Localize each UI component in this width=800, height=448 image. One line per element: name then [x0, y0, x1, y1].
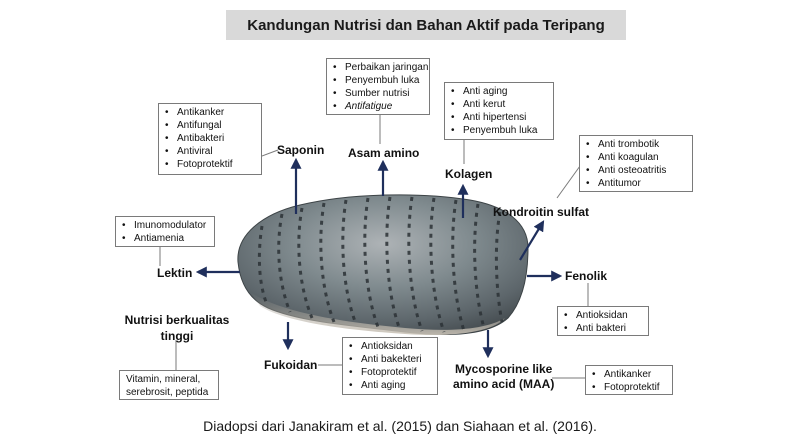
- kondroitin-label: Kondroitin sulfat: [493, 205, 589, 219]
- fenolik-box: [557, 306, 649, 336]
- kolagen-item: • Penyembuh luka: [463, 124, 549, 137]
- asam-amino-label: Asam amino: [348, 146, 420, 160]
- nutrisi-label-line1: Nutrisi berkualitas: [124, 313, 230, 327]
- lektin-box: [115, 216, 215, 247]
- fukoidan-item: • Fotoprotektif: [361, 366, 433, 379]
- saponin-item: • Antibakteri: [177, 132, 257, 145]
- fukoidan-item: • Anti bakekteri: [361, 353, 433, 366]
- fukoidan-item: • Anti aging: [361, 379, 433, 392]
- fenolik-label: Fenolik: [565, 269, 608, 283]
- maa-item: • Fotoprotektif: [604, 381, 668, 394]
- lektin-label: Lektin: [157, 266, 193, 280]
- fukoidan-box: [342, 337, 438, 395]
- source-caption: Diadopsi dari Janakiram et al. (2015) dan Siahaan et al. (2016).: [203, 418, 597, 434]
- fukoidan-label: Fukoidan: [264, 358, 318, 372]
- maa-box: [585, 365, 673, 395]
- asam-amino-item: • Perbaikan jaringan: [345, 61, 425, 74]
- kolagen-item: • Anti aging: [463, 85, 549, 98]
- sea-cucumber-illustration: [238, 195, 528, 335]
- kondroitin-box: [579, 135, 693, 192]
- kondroitin-item: • Anti koagulan: [598, 151, 688, 164]
- fukoidan-item: • Antioksidan: [361, 340, 433, 353]
- nutrisi-label-line2: tinggi: [160, 329, 194, 343]
- fenolik-item: • Anti bakteri: [576, 322, 644, 335]
- kondroitin-item: • Anti trombotik: [598, 138, 688, 151]
- lektin-item: • Imunomodulator: [134, 219, 210, 232]
- asam-amino-item-italic: • Antifatigue: [345, 100, 425, 113]
- kondroitin-item: • Anti osteoatritis: [598, 164, 688, 177]
- saponin-item: • Antiviral: [177, 145, 257, 158]
- asam-amino-item: • Penyembuh luka: [345, 74, 425, 87]
- saponin-item: • Antikanker: [177, 106, 257, 119]
- connector-kondroitin: [557, 166, 580, 198]
- asam-amino-item: • Sumber nutrisi: [345, 87, 425, 100]
- nutrisi-text-line2: serebrosit, peptida: [126, 387, 209, 398]
- asam-amino-box: [326, 58, 430, 115]
- saponin-box: [158, 103, 262, 175]
- maa-label: [453, 362, 554, 392]
- nutrisi-text-line1: Vitamin, mineral,: [126, 374, 201, 385]
- kondroitin-item: • Antitumor: [598, 177, 688, 190]
- saponin-item: • Antifungal: [177, 119, 257, 132]
- fenolik-item: • Antioksidan: [576, 309, 644, 322]
- kolagen-item: • Anti hipertensi: [463, 111, 549, 124]
- maa-item: • Antikanker: [604, 368, 668, 381]
- maa-label-line2: amino acid (MAA): [453, 377, 555, 391]
- kolagen-box: [444, 82, 554, 140]
- nutrisi-label: [118, 312, 236, 344]
- nutrisi-box: [119, 370, 219, 400]
- kolagen-item: • Anti kerut: [463, 98, 549, 111]
- diagram-title: Kandungan Nutrisi dan Bahan Aktif pada Teripang: [226, 10, 626, 40]
- saponin-item: • Fotoprotektif: [177, 158, 257, 171]
- kolagen-label: Kolagen: [445, 167, 493, 181]
- saponin-label: Saponin: [277, 143, 325, 157]
- lektin-item: • Antiamenia: [134, 232, 210, 245]
- maa-label-line1: Mycosporine like: [454, 362, 553, 376]
